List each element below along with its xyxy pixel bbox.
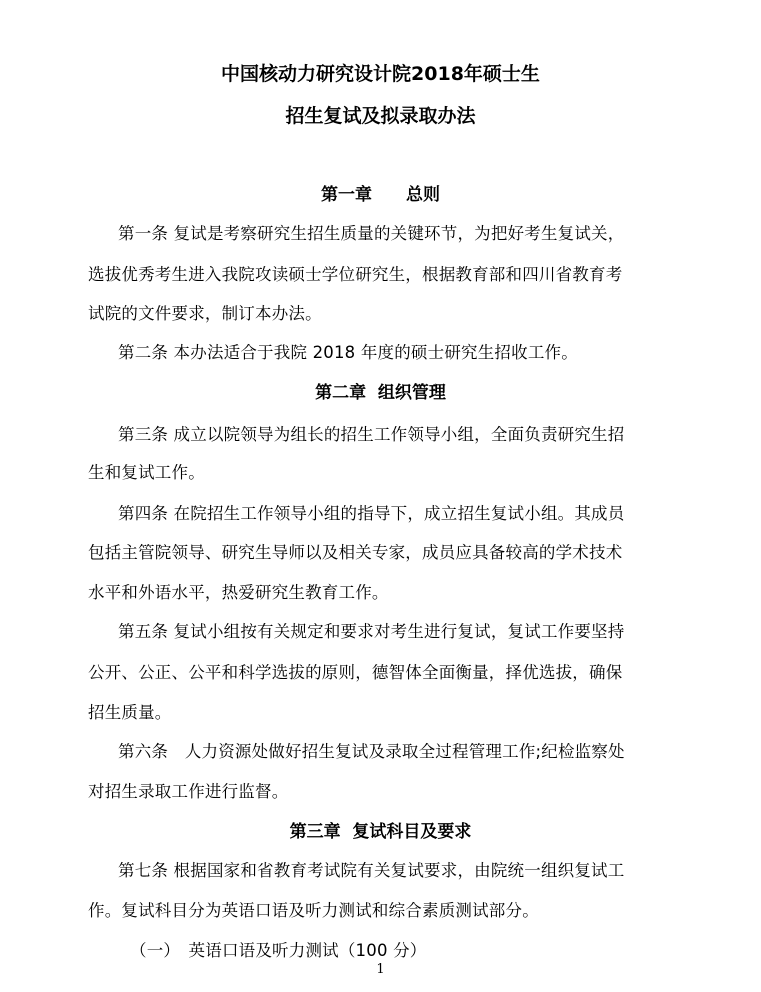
document-title-line2: 招生复试及拟录取办法 (285, 105, 476, 127)
page-number: 1 (376, 962, 385, 977)
paragraph-line: 包括主管院领导、研究生导师以及相关专家，成员应具备较高的学术技术 (88, 543, 623, 562)
paragraph-line: 第五条 复试小组按有关规定和要求对考生进行复试，复试工作要坚持 (118, 622, 625, 641)
paragraph-line: 第三条 成立以院领导为组长的招生工作领导小组，全面负责研究生招 (118, 425, 625, 444)
paragraph-line: 第一条 复试是考察研究生招生质量的关键环节，为把好考生复试关， (118, 224, 625, 243)
paragraph-line: 第四条 在院招生工作领导小组的指导下，成立招生复试小组。其成员 (118, 504, 625, 523)
paragraph-line: 第六条 人力资源处做好招生复试及录取全过程管理工作;纪检监察处 (118, 742, 625, 761)
chapter-heading-1: 第一章 总则 (321, 185, 440, 205)
paragraph-line: 第七条 根据国家和省教育考试院有关复试要求，由院统一组织复试工 (118, 861, 625, 880)
paragraph-line: 第二条 本办法适合于我院 2018 年度的硕士研究生招收工作。 (118, 343, 578, 362)
chapter-heading-2: 第二章 组织管理 (315, 383, 446, 403)
paragraph-line: 公开、公正、公平和科学选拔的原则，德智体全面衡量，择优选拔，确保 (88, 663, 623, 682)
paragraph-line: 选拔优秀考生进入我院攻读硕士学位研究生，根据教育部和四川省教育考 (88, 265, 623, 284)
document-title-line1: 中国核动力研究设计院2018年硕士生 (221, 63, 540, 85)
paragraph-line: （一） 英语口语及听力测试（100 分） (130, 941, 427, 960)
paragraph-line: 生和复试工作。 (88, 463, 205, 482)
paragraph-line: 作。复试科目分为英语口语及听力测试和综合素质测试部分。 (88, 901, 539, 920)
paragraph-line: 对招生录取工作进行监督。 (88, 782, 289, 801)
paragraph-line: 试院的文件要求，制订本办法。 (88, 304, 322, 323)
paragraph-line: 招生质量。 (88, 703, 172, 722)
paragraph-line: 水平和外语水平，热爱研究生教育工作。 (88, 583, 389, 602)
chapter-heading-3: 第三章 复试科目及要求 (289, 822, 472, 842)
